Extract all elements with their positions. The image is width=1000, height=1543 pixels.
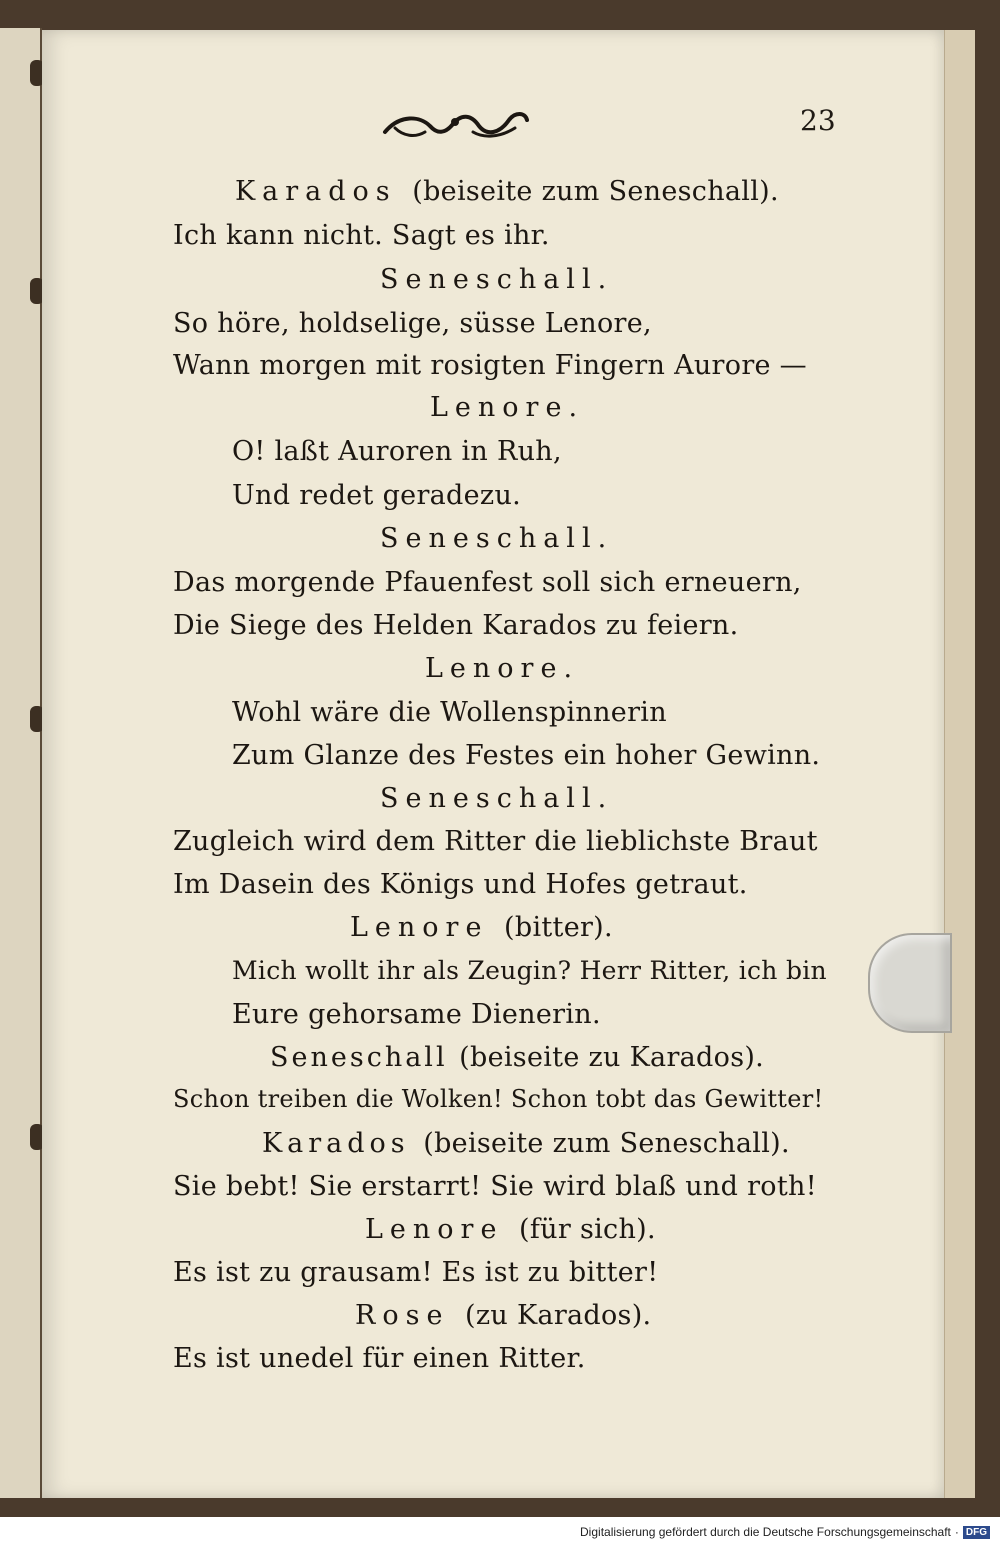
verse-line: O! laßt Auroren in Ruh,	[232, 436, 562, 467]
verse-line: So höre, holdselige, süsse Lenore,	[173, 308, 652, 339]
speaker-line	[380, 523, 613, 554]
speaker-line	[425, 653, 579, 684]
verse-line: Die Siege des Helden Karados zu feiern.	[173, 610, 739, 641]
speaker-line	[270, 1042, 764, 1073]
page-stack-edge	[944, 30, 975, 1498]
speaker-name: Lenore	[365, 1214, 504, 1245]
speaker-name: Seneschall.	[380, 264, 614, 295]
speaker-name: Lenore.	[430, 392, 585, 423]
footer-credit	[580, 1525, 990, 1539]
speaker-name: Seneschall.	[380, 783, 614, 814]
stage-direction: (beiseite zum Seneschall).	[412, 176, 779, 207]
footer-text: Digitalisierung gefördert durch die Deutsche Forschungsgemeinschaft	[580, 1525, 951, 1539]
speaker-name: Karados	[262, 1128, 410, 1159]
speaker-name: Lenore.	[425, 653, 580, 684]
verse-line: Das morgende Pfauenfest soll sich erneuern,	[173, 567, 802, 598]
verse-line: Zum Glanze des Festes ein hoher Gewinn.	[232, 740, 821, 771]
ornament-icon	[375, 104, 535, 144]
verse-line: Es ist zu grausam! Es ist zu bitter!	[173, 1257, 659, 1288]
speaker-name: Seneschall.	[380, 523, 614, 554]
stage-direction: (beiseite zum Seneschall).	[423, 1128, 790, 1159]
speaker-name: Karados	[235, 176, 397, 207]
speaker-line	[355, 1300, 651, 1331]
speaker-line	[380, 264, 613, 295]
speaker-line	[380, 783, 613, 814]
verse-line: Zugleich wird dem Ritter die lieblichste Braut	[173, 826, 818, 857]
verse-line: Schon treiben die Wolken! Schon tobt das Gewitter!	[173, 1085, 824, 1113]
verse-line: Im Dasein des Königs und Hofes getraut.	[173, 869, 748, 900]
verse-line: Wann morgen mit rosigten Fingern Aurore —	[173, 350, 807, 381]
verse-line: Es ist unedel für einen Ritter.	[173, 1343, 586, 1374]
speaker-name: Lenore	[350, 912, 489, 943]
dfg-logo: DFG	[963, 1526, 990, 1539]
stage-direction: (für sich).	[519, 1214, 656, 1245]
stage-direction: (zu Karados).	[465, 1300, 652, 1331]
speaker-line	[430, 392, 584, 423]
stage-direction: (bitter).	[504, 912, 613, 943]
footer-separator: ·	[954, 1525, 959, 1539]
speaker-name: Seneschall	[270, 1042, 448, 1073]
speaker-line	[235, 176, 779, 207]
verse-line: Ich kann nicht. Sagt es ihr.	[173, 220, 550, 251]
left-page-edge	[0, 28, 42, 1498]
page-number: 23	[800, 104, 836, 137]
verse-line: Mich wollt ihr als Zeugin? Herr Ritter, ich bin	[232, 956, 827, 985]
stage-direction: (beiseite zu Karados).	[459, 1042, 765, 1073]
speaker-line	[262, 1128, 790, 1159]
verse-line: Sie bebt! Sie erstarrt! Sie wird blaß und roth!	[173, 1171, 817, 1202]
verse-line: Wohl wäre die Wollenspinnerin	[232, 697, 667, 728]
speaker-line	[350, 912, 613, 943]
speaker-line	[365, 1214, 656, 1245]
verse-line: Eure gehorsame Dienerin.	[232, 999, 601, 1030]
speaker-name: Rose	[355, 1300, 450, 1331]
page-clip	[868, 933, 952, 1033]
verse-line: Und redet geradezu.	[232, 480, 522, 511]
